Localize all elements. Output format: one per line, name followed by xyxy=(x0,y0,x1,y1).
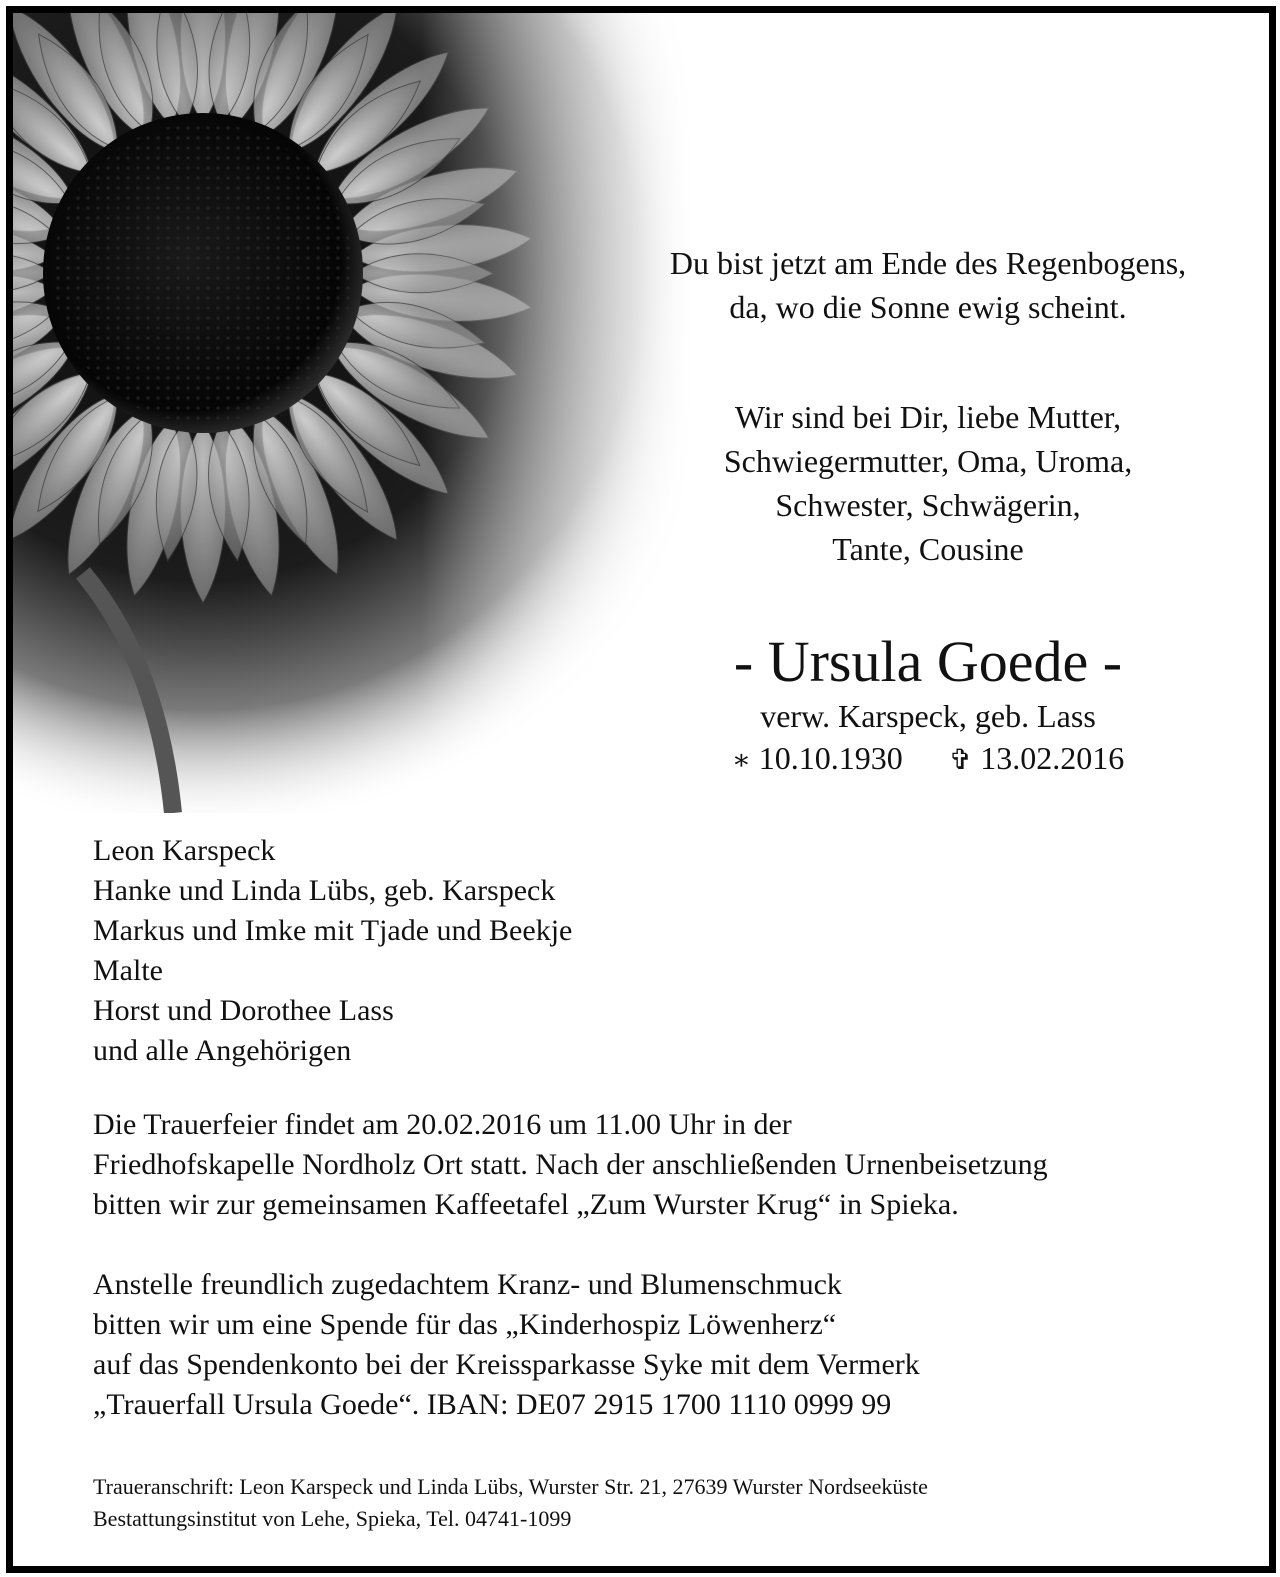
obituary-frame xyxy=(6,6,1276,1573)
birth-star-icon: ∗ xyxy=(731,745,751,776)
ceremony-line: Die Trauerfeier findet am 20.02.2016 um 11.00 Uhr in der xyxy=(93,1108,792,1141)
mourner-item: Hanke und Linda Lübs, geb. Karspeck xyxy=(93,874,556,907)
mourner-item: Horst und Dorothee Lass xyxy=(93,994,394,1027)
donation-line: bitten wir um eine Spende für das „Kinderhospiz Löwenherz“ xyxy=(93,1308,837,1341)
mourner-item: Leon Karspeck xyxy=(93,834,276,867)
mourner-item: und alle Angehörigen xyxy=(93,1034,352,1067)
verse-line: Schwiegermutter, Oma, Uroma, xyxy=(723,443,1133,479)
verse-opening xyxy=(613,241,1243,329)
donation-paragraph xyxy=(93,1265,1213,1425)
life-dates xyxy=(613,737,1243,782)
undertaker-info: Bestattungsinstitut von Lehe, Spieka, Tel. 04741-1099 xyxy=(93,1506,572,1531)
mourner-item: Markus und Imke mit Tjade und Beekje xyxy=(93,914,573,947)
donation-line: Anstelle freundlich zugedachtem Kranz- und Blumenschmuck xyxy=(93,1268,842,1301)
death-date: 13.02.2016 xyxy=(980,740,1125,776)
sunflower-icon xyxy=(13,13,693,813)
donation-line: auf das Spendenkonto bei der Kreissparkasse Syke mit dem Vermerk xyxy=(93,1348,920,1381)
ceremony-line: Friedhofskapelle Nordholz Ort statt. Nach der anschließenden Urnenbeisetzung xyxy=(93,1148,1048,1181)
ceremony-line: bitten wir zur gemeinsamen Kaffeetafel „Zum Wurster Krug“ in Spieka. xyxy=(93,1188,959,1221)
mourning-address: Traueranschrift: Leon Karspeck und Linda Lübs, Wurster Str. 21, 27639 Wurster Nordseeküste xyxy=(93,1474,928,1499)
mourner-item: Malte xyxy=(93,954,163,987)
verse-dedication xyxy=(613,395,1243,571)
death-cross-icon: ✞ xyxy=(948,745,973,776)
verse-line: Schwester, Schwägerin, xyxy=(775,487,1081,523)
verse-line: Du bist jetzt am Ende des Regenbogens, xyxy=(669,245,1187,281)
mourners-list xyxy=(93,831,572,1071)
deceased-name: - Ursula Goede - xyxy=(733,629,1123,694)
donation-line: „Trauerfall Ursula Goede“. IBAN: DE07 2915 1700 1110 0999 99 xyxy=(93,1388,892,1421)
deceased-maiden-name: verw. Karspeck, geb. Lass xyxy=(760,698,1096,734)
verse-line: Wir sind bei Dir, liebe Mutter, xyxy=(734,399,1122,435)
birth-date: 10.10.1930 xyxy=(758,740,903,776)
ceremony-paragraph xyxy=(93,1105,1213,1225)
verse-line: da, wo die Sonne ewig scheint. xyxy=(729,289,1127,325)
verse-line: Tante, Cousine xyxy=(832,531,1024,567)
